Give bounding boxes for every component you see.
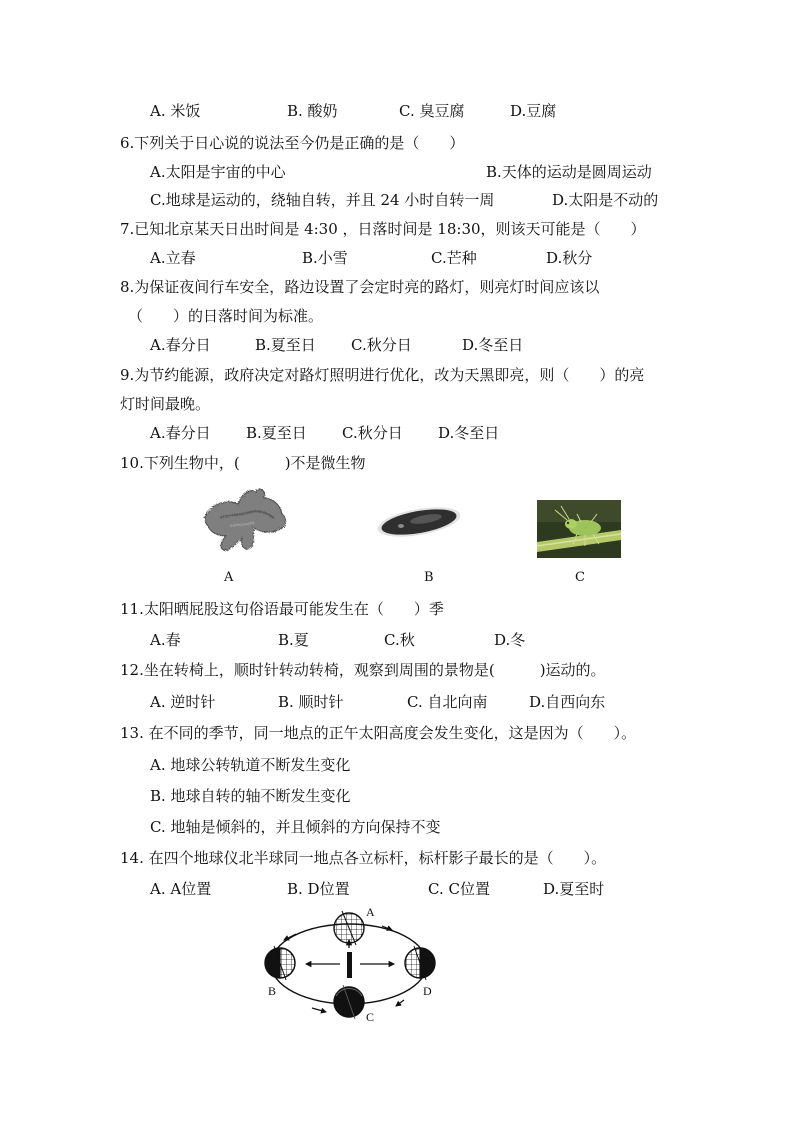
q10-image-c-aphid-photo bbox=[537, 500, 621, 558]
globe-d bbox=[405, 946, 435, 980]
q14-stem: 14. 在四个地球仪北半球同一地点各立标杆，标杆影子最长的是（ ）。 bbox=[120, 849, 607, 867]
q8-option-c: C.秋分日 bbox=[351, 336, 412, 354]
q7-option-a: A.立春 bbox=[150, 249, 196, 267]
q11-option-b: B.夏 bbox=[278, 631, 309, 649]
orbit-arrow-top-left bbox=[284, 934, 296, 940]
q14-option-d: D.夏至时 bbox=[543, 880, 605, 898]
orbit-arrow-bottom-right bbox=[396, 1000, 404, 1006]
q11-stem: 11.太阳晒屁股这句俗语最可能发生在（ ）季 bbox=[120, 600, 444, 618]
q13-option-b: B. 地球自转的轴不断发生变化 bbox=[150, 787, 351, 805]
q11-option-d: D.冬 bbox=[494, 631, 526, 649]
q6-option-b: B.天体的运动是圆周运动 bbox=[486, 163, 652, 181]
q5-option-a: A. 米饭 bbox=[150, 102, 201, 120]
q12-option-c: C. 自北向南 bbox=[407, 693, 488, 711]
q8-option-b: B.夏至日 bbox=[255, 336, 316, 354]
q8-stem-line2: （ ）的日落时间为标准。 bbox=[128, 307, 324, 325]
globe-a bbox=[334, 911, 364, 945]
q5-option-b: B. 酸奶 bbox=[287, 102, 338, 120]
q7-option-b: B.小雪 bbox=[302, 249, 348, 267]
q9-option-c: C.秋分日 bbox=[342, 424, 403, 442]
q12-option-a: A. 逆时针 bbox=[150, 693, 216, 711]
q10-image-a-label: A bbox=[224, 570, 234, 585]
q5-option-c: C. 臭豆腐 bbox=[399, 102, 465, 120]
q6-stem: 6.下列关于日心说的说法至今仍是正确的是（ ） bbox=[120, 134, 465, 152]
diagram-label-a: A bbox=[366, 905, 375, 919]
q14-option-b: B. D位置 bbox=[287, 880, 350, 898]
q12-option-b: B. 顺时针 bbox=[278, 693, 344, 711]
q7-stem: 7.已知北京某天日出时间是 4:30 ，日落时间是 18:30，则该天可能是（ ） bbox=[120, 220, 646, 238]
q14-option-a: A. A位置 bbox=[150, 880, 212, 898]
q13-stem: 13. 在不同的季节，同一地点的正午太阳高度会发生变化，这是因为（ ）。 bbox=[120, 724, 637, 742]
q13-option-a: A. 地球公转轨道不断发生变化 bbox=[150, 756, 351, 774]
q6-option-a: A.太阳是宇宙的中心 bbox=[150, 163, 286, 181]
q7-option-c: C.芒种 bbox=[431, 249, 477, 267]
q9-option-d: D.冬至日 bbox=[438, 424, 500, 442]
diagram-label-b: B bbox=[268, 984, 277, 998]
q9-option-a: A.春分日 bbox=[150, 424, 211, 442]
globe-c bbox=[334, 985, 364, 1019]
q8-stem-line1: 8.为保证夜间行车安全，路边设置了会定时亮的路灯，则亮灯时间应该以 bbox=[120, 278, 600, 296]
q8-option-d: D.冬至日 bbox=[462, 336, 524, 354]
q6-option-d: D.太阳是不动的 bbox=[552, 191, 659, 209]
q9-stem-line2: 灯时间最晚。 bbox=[120, 395, 211, 413]
q9-option-b: B.夏至日 bbox=[246, 424, 307, 442]
globe-b bbox=[265, 946, 295, 980]
q11-option-c: C.秋 bbox=[384, 631, 415, 649]
orbit-arrow-bottom-left bbox=[312, 1008, 326, 1012]
q14-option-c: C. C位置 bbox=[428, 880, 490, 898]
q12-stem: 12.坐在转椅上，顺时针转动转椅，观察到周围的景物是( )运动的。 bbox=[120, 661, 606, 679]
q5-option-d: D.豆腐 bbox=[510, 102, 557, 120]
q13-option-c: C. 地轴是倾斜的，并且倾斜的方向保持不变 bbox=[150, 818, 441, 836]
q12-option-d: D.自西向东 bbox=[529, 693, 606, 711]
q9-stem-line1: 9.为节约能源，政府决定对路灯照明进行优化，改为天黑即亮，则（ ）的亮 bbox=[120, 366, 645, 384]
q11-option-a: A.春 bbox=[150, 631, 181, 649]
sun-marker bbox=[347, 952, 352, 978]
q7-option-d: D.秋分 bbox=[546, 249, 593, 267]
diagram-label-c: C bbox=[366, 1010, 375, 1024]
q10-image-a-mold bbox=[200, 482, 290, 556]
diagram-label-d: D bbox=[423, 984, 432, 998]
q14-orbit-diagram bbox=[256, 904, 446, 1026]
q10-image-b-paramecium bbox=[376, 500, 462, 544]
q10-image-b-label: B bbox=[424, 570, 434, 585]
q10-stem: 10.下列生物中，( )不是微生物 bbox=[120, 454, 366, 472]
q10-image-c-label: C bbox=[575, 570, 585, 585]
q6-option-c: C.地球是运动的，绕轴自转，并且 24 小时自转一周 bbox=[150, 191, 495, 209]
q8-option-a: A.春分日 bbox=[150, 336, 211, 354]
